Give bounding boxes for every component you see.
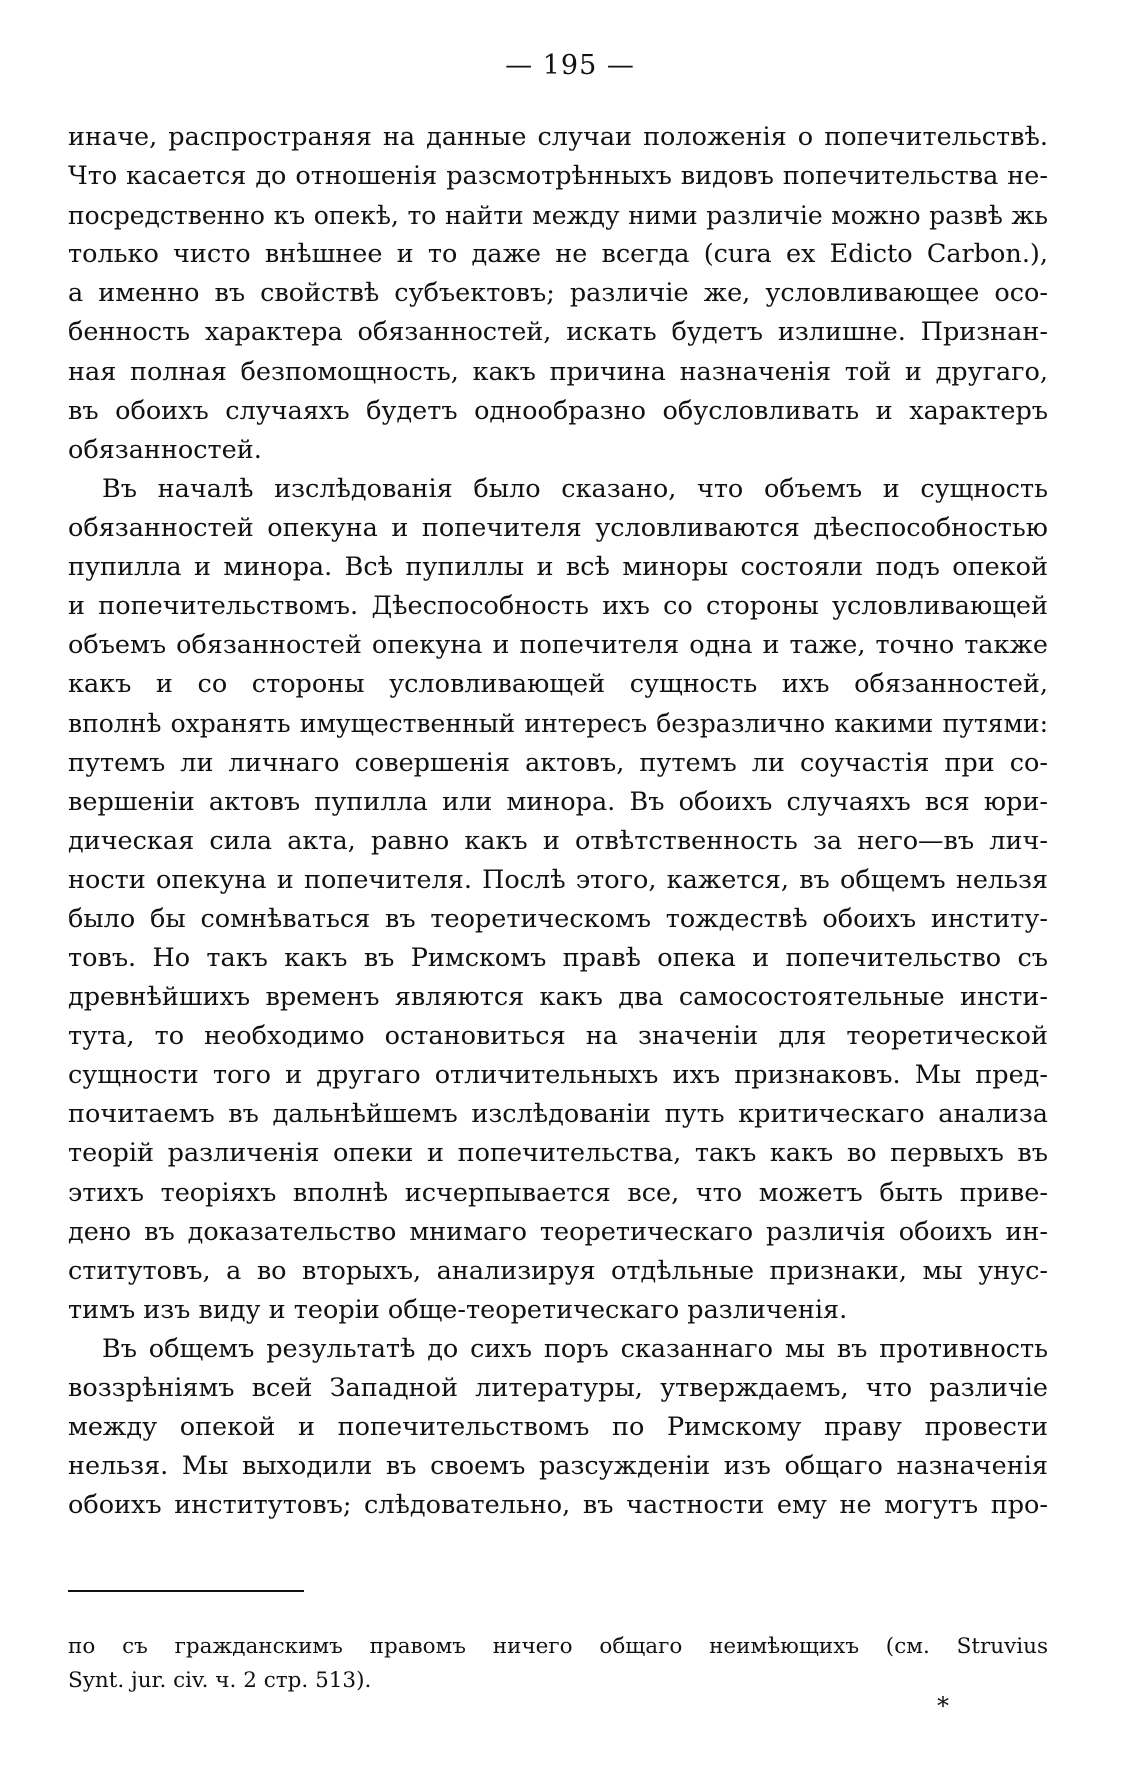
paragraph bbox=[68, 1330, 1048, 1525]
text-line: ститутовъ, а во вторыхъ, анализируя отдѣльные признаки, мы унус- bbox=[68, 1255, 1048, 1286]
footnote-divider bbox=[68, 1590, 304, 1592]
text-line: вершеніи актовъ пупилла или минора. Въ обоихъ случаяхъ вся юри- bbox=[68, 786, 1048, 817]
text-line: этихъ теоріяхъ вполнѣ исчерпывается все, что можетъ быть приве- bbox=[68, 1177, 1048, 1208]
page-number: — 195 — bbox=[505, 50, 635, 81]
text-line: дическая сила акта, равно какъ и отвѣтственность за него—въ лич- bbox=[68, 825, 1048, 856]
text-line: тимъ изъ виду и теоріи обще-теоретическаго различенія. bbox=[68, 1294, 848, 1325]
text-line: путемъ ли личнаго совершенія актовъ, путемъ ли соучастія при со- bbox=[68, 747, 1048, 778]
text-line: дено въ доказательство мнимаго теоретическаго различія обоихъ ин- bbox=[68, 1216, 1048, 1247]
text-line: древнѣйшихъ временъ являются какъ два самосостоятельные инсти- bbox=[68, 982, 1048, 1013]
text-line: какъ и со стороны условливающей сущность ихъ обязанностей, bbox=[68, 669, 1048, 700]
text-line: въ обоихъ случаяхъ будетъ однообразно обусловливать и характеръ bbox=[68, 395, 1048, 426]
text-line: и попечительствомъ. Дѣеспособность ихъ со стороны условливающей bbox=[68, 591, 1048, 622]
text-line: вполнѣ охранять имущественный интересъ безразлично какими путями: bbox=[68, 709, 1048, 739]
paragraph bbox=[68, 470, 1048, 1330]
text-line: между опекой и попечительствомъ по Римскому праву провести bbox=[68, 1412, 1048, 1443]
text-line: объемъ обязанностей опекуна и попечителя одна и таже, точно также bbox=[68, 630, 1048, 661]
footnote-line: Synt. jur. civ. ч. 2 стр. 513). bbox=[68, 1668, 372, 1693]
text-line: ная полная безпомощность, какъ причина назначенія той и другаго, bbox=[68, 356, 1048, 387]
text-line: бенность характера обязанностей, искать будетъ излишне. Признан- bbox=[68, 317, 1048, 348]
text-line: почитаемъ въ дальнѣйшемъ изслѣдованіи путь критическаго анализа bbox=[68, 1099, 1048, 1130]
text-line: посредственно къ опекѣ, то найти между ними различіе можно развѣ жь bbox=[68, 201, 1048, 231]
signature-asterisk: * bbox=[937, 1692, 949, 1720]
text-line: иначе, распространяя на данные случаи положенія о попечительствѣ. bbox=[68, 122, 1048, 152]
text-line: обоихъ институтовъ; слѣдовательно, въ частности ему не могутъ про- bbox=[68, 1490, 1048, 1521]
paragraph bbox=[68, 118, 1048, 470]
text-line: теорій различенія опеки и попечительства, такъ какъ во первыхъ въ bbox=[68, 1138, 1048, 1169]
text-line: сущности того и другаго отличительныхъ ихъ признаковъ. Мы пред- bbox=[68, 1060, 1048, 1091]
text-line: было бы сомнѣваться въ теоретическомъ тождествѣ обоихъ институ- bbox=[68, 903, 1048, 934]
text-line: а именно въ свойствѣ субъектовъ; различіе же, условливающее осо- bbox=[68, 278, 1048, 309]
body-text bbox=[68, 118, 1048, 1525]
text-line: воззрѣніямъ всей Западной литературы, утверждаемъ, что различіе bbox=[68, 1373, 1048, 1403]
text-line: ности опекуна и попечителя. Послѣ этого, кажется, въ общемъ нельзя bbox=[68, 864, 1048, 895]
text-line: обязанностей. bbox=[68, 434, 262, 465]
text-line: Что касается до отношенія разсмотрѣнныхъ видовъ попечительства не- bbox=[68, 161, 1048, 192]
text-line: нельзя. Мы выходили въ своемъ разсужденіи изъ общаго назначенія bbox=[68, 1451, 1048, 1482]
text-line: товъ. Но такъ какъ въ Римскомъ правѣ опека и попечительство съ bbox=[68, 942, 1048, 973]
footnote bbox=[68, 1630, 1048, 1698]
text-line: тута, то необходимо остановиться на значеніи для теоретической bbox=[68, 1021, 1048, 1052]
text-line: только чисто внѣшнее и то даже не всегда (cura ex Edicto Carbon.), bbox=[68, 239, 1048, 270]
text-line: Въ началѣ изслѣдованія было сказано, что объемъ и сущность bbox=[102, 473, 1048, 504]
footnote-line: по съ гражданскимъ правомъ ничего общаго неимѣющихъ (см. Struvius bbox=[68, 1634, 1048, 1659]
text-line: пупилла и минора. Всѣ пупиллы и всѣ миноры состояли подъ опекой bbox=[68, 552, 1048, 583]
text-line: Въ общемъ результатѣ до сихъ поръ сказаннаго мы въ противность bbox=[102, 1333, 1048, 1364]
text-line: обязанностей опекуна и попечителя условливаются дѣеспособностью bbox=[68, 512, 1048, 543]
